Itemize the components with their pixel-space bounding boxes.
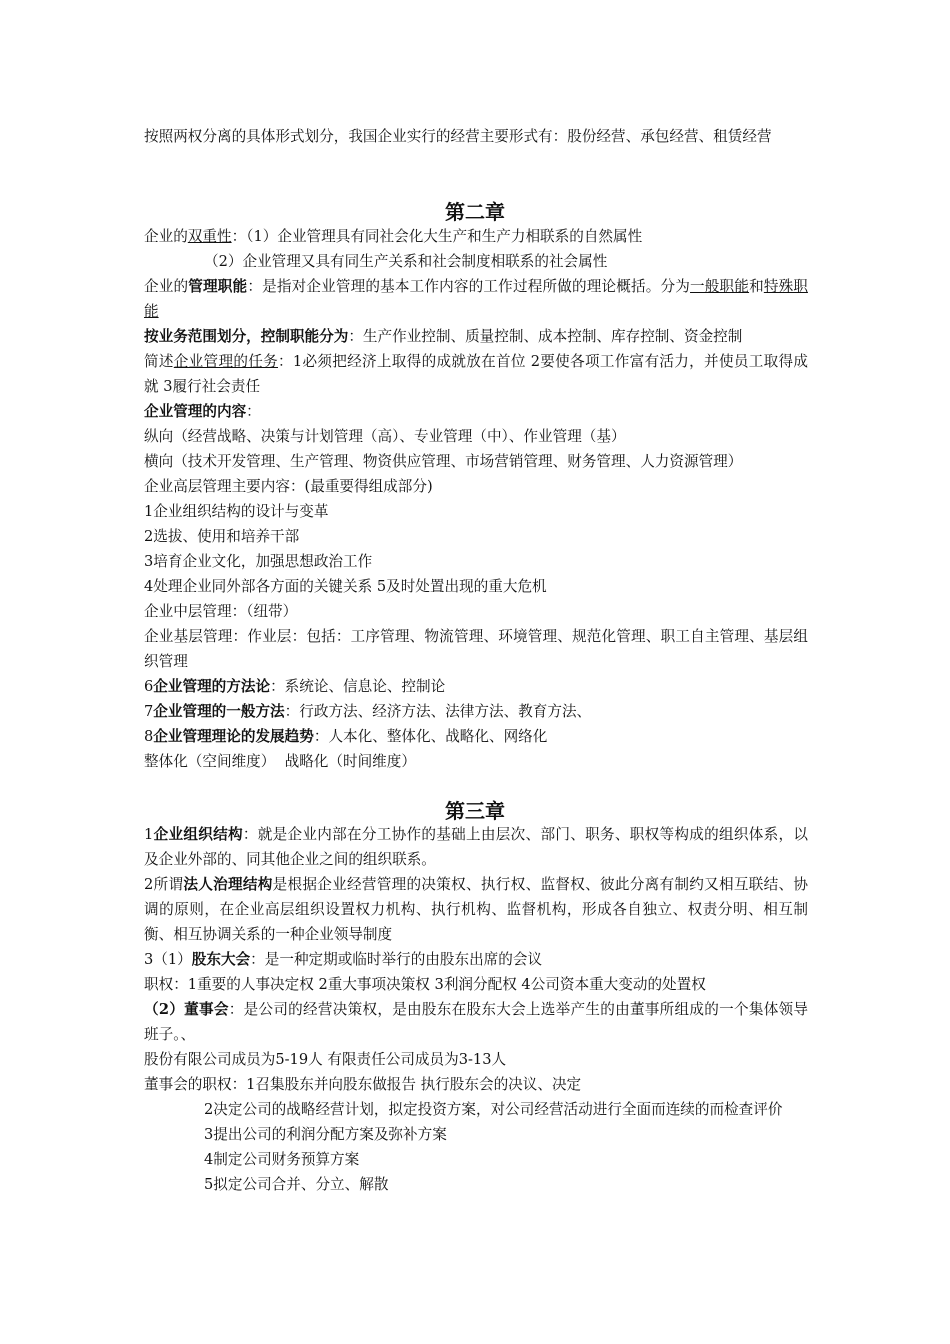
shareholders-meeting-line (144, 947, 808, 972)
top-management-item: 3培育企业文化，加强思想政治工作 (144, 553, 373, 570)
text: ：生产作业控制、质量控制、成本控制、库存控制、资金控制 (348, 328, 743, 345)
term-development-trend: 企业管理理论的发展趋势 (153, 728, 314, 745)
dual-nature-line (144, 224, 808, 249)
board-power-item: 3提出公司的利润分配方案及弥补方案 (204, 1126, 447, 1143)
text: ：就是企业内部在分工协作的基础上由层次、部门、职务、职权等构成的组织体系，以及企业外部的、同其他企业之间的组织联系。 (144, 826, 808, 868)
text: 7 (144, 703, 154, 720)
chapter-2-title: 第二章 (445, 200, 505, 224)
board-power-item: 2决定公司的战略经营计划，拟定投资方案，对公司经营活动进行全面而连续的而检查评价 (204, 1101, 783, 1118)
text: 6 (144, 678, 154, 695)
text: 8 (144, 728, 154, 745)
board-members-line: 股份有限公司成员为5-19人 有限责任公司成员为3-13人 (144, 1051, 507, 1068)
board-power-item: 5拟定公司合并、分立、解散 (204, 1176, 389, 1193)
text: 企业的 (144, 278, 189, 295)
management-function-paragraph (144, 274, 808, 324)
term-governance-structure: 法人治理结构 (183, 876, 273, 893)
text: ：人本化、整体化、战略化、网络化 (313, 728, 548, 745)
term-control-function: 按业务范围划分，控制职能分为 (144, 328, 349, 345)
chapter-2-body (144, 224, 808, 774)
text: ： (246, 403, 261, 420)
top-management-heading: 企业高层管理主要内容：(最重要得组成部分) (144, 478, 433, 495)
horizontal-content-line: 横向（技术开发管理、生产管理、物资供应管理、市场营销管理、财务管理、人力资源管理） (144, 453, 743, 470)
term-methodology: 企业管理的方法论 (153, 678, 271, 695)
management-task-paragraph (144, 349, 808, 399)
term-management-task: 企业管理的任务 (173, 353, 278, 370)
trend-note-line: 整体化（空间维度） 战略化（时间维度） (144, 753, 416, 770)
board-paragraph (144, 997, 808, 1047)
governance-paragraph (144, 872, 808, 947)
general-method-line (144, 699, 808, 724)
org-structure-paragraph (144, 822, 808, 872)
term-management-content: 企业管理的内容 (144, 403, 247, 420)
text: ：是一种定期或临时举行的由股东出席的会议 (250, 951, 543, 968)
intro-paragraph: 按照两权分离的具体形式划分，我国企业实行的经营主要形式有：股份经营、承包经营、租赁经营 (144, 128, 772, 145)
base-management-paragraph: 企业基层管理：作业层：包括：工序管理、物流管理、环境管理、规范化管理、职工自主管理、基层组织管理 (144, 628, 808, 670)
term-board: （2）董事会 (144, 1001, 229, 1018)
text: ：（1）企业管理具有同社会化大生产和生产力相联系的自然属性 (231, 228, 643, 245)
text: 简述 (144, 353, 174, 370)
term-dual-nature: 双重性 (187, 228, 232, 245)
board-power-item: 4制定公司财务预算方案 (204, 1151, 360, 1168)
term-management-function: 管理职能 (188, 278, 248, 295)
text: ：1必须把经济上取得的成就放在首位 2要使各项工作富有活力，并使员工取得成就 3履行社会责任 (144, 353, 808, 395)
top-management-item: 4处理企业同外部各方面的关键关系 5及时处置出现的重大危机 (144, 578, 547, 595)
trend-line (144, 724, 808, 749)
text: 3（1） (144, 951, 192, 968)
chapter-3-title: 第三章 (445, 799, 505, 823)
term-general-method: 企业管理的一般方法 (153, 703, 285, 720)
control-function-line (144, 324, 808, 349)
intro-section (144, 124, 808, 149)
text: ：行政方法、经济方法、法律方法、教育方法、 (284, 703, 592, 720)
shareholders-power-line: 职权：1重要的人事决定权 2重大事项决策权 3利润分配权 4公司资本重大变动的处置权 (144, 976, 706, 993)
methodology-line (144, 674, 808, 699)
term-shareholders-meeting: 股东大会 (191, 951, 251, 968)
text: ：是公司的经营决策权，是由股东在股东大会上选举产生的由董事所组成的一个集体领导班子。、 (144, 1001, 809, 1043)
content-heading (144, 399, 808, 424)
chapter-3-body (144, 822, 808, 1197)
text: 是根据企业经营管理的决策权、执行权、监督权、彼此分离有制约又相互联结、协调的原则，在企业高层组织设置权力机构、执行机构、监督机构，形成各自独立、权责分明、相互制衡、相互协调关系的一种企业领导制度 (144, 876, 808, 943)
text: 和 (749, 278, 764, 295)
term-general-function: 一般职能 (690, 278, 750, 295)
top-management-item: 1企业组织结构的设计与变革 (144, 503, 329, 520)
term-special-function: 特殊职能 (144, 278, 808, 320)
term-org-structure: 企业组织结构 (153, 826, 243, 843)
text: 2所谓 (144, 876, 184, 893)
vertical-content-line: 纵向（经营战略、决策与计划管理（高）、专业管理（中）、作业管理（基） (144, 428, 626, 445)
text: 1 (144, 826, 154, 843)
text: 企业的 (144, 228, 188, 245)
middle-management-line: 企业中层管理：（纽带） (144, 603, 298, 620)
text: ：系统论、信息论、控制论 (270, 678, 446, 695)
board-power-item: 董事会的职权：1召集股东并向股东做报告 执行股东会的决议、决定 (144, 1076, 582, 1093)
top-management-item: 2选拔、使用和培养干部 (144, 528, 300, 545)
dual-nature-line-2: （2）企业管理又具有同生产关系和社会制度相联系的社会属性 (204, 253, 608, 270)
text: ：是指对企业管理的基本工作内容的工作过程所做的理论概括。分为 (247, 278, 691, 295)
